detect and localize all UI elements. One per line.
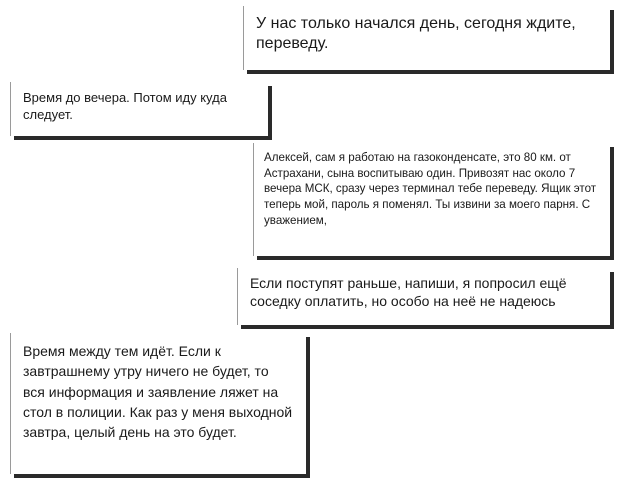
message-text: Если поступят раньше, напиши, я попросил ещё соседку оплатить, но особо на неё не надеюсь — [250, 275, 567, 310]
message-bubble-outgoing[interactable] — [243, 6, 610, 70]
message-bubble-outgoing[interactable] — [237, 268, 610, 325]
message-bubble-incoming[interactable] — [10, 333, 306, 474]
message-text: У нас только начался день, сегодня ждите, переведу. — [256, 15, 576, 53]
message-bubble-incoming[interactable] — [10, 82, 268, 136]
message-text: Время между тем идёт. Если к завтрашнему утру ничего не будет, то вся информация и заявление ляжет на стол в полиции. Как раз у меня выходной завтра, целый день на это будет. — [23, 343, 293, 441]
message-text: Время до вечера. Потом иду куда следует. — [23, 90, 227, 122]
message-text: Алексей, сам я работаю на газоконденсате, это 80 км. от Астрахани, сына воспитываю один. Привозят нас около 7 вечера МСК, сразу через терминал тебе переведу. Ящик этот теперь мой, пароль я поменял. Ты извини за моего парня. С уважением, — [264, 151, 597, 227]
message-bubble-outgoing[interactable] — [253, 143, 610, 256]
